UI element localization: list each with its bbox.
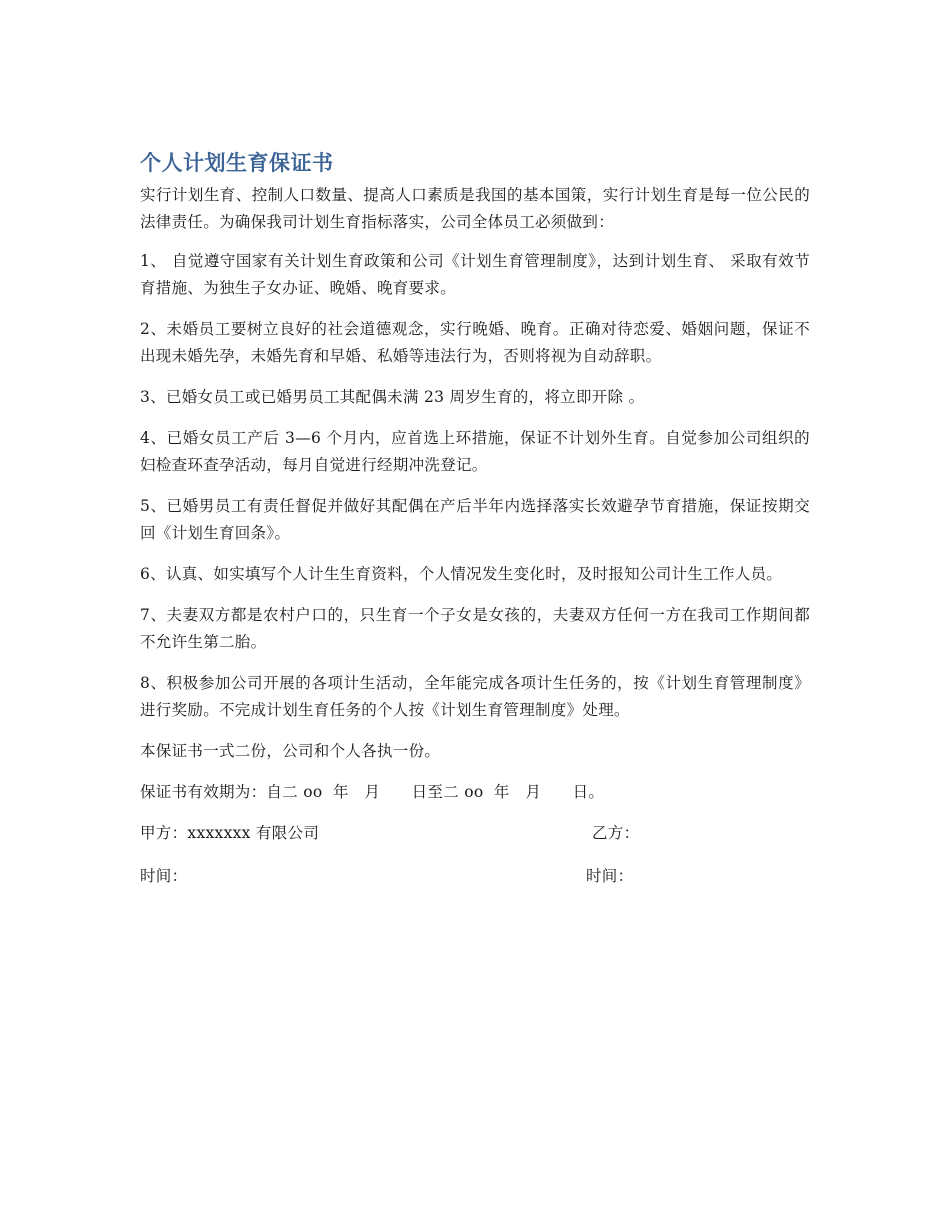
clause-2: 2、未婚员工要树立良好的社会道德观念，实行晚婚、晚育。正确对待恋爱、婚姻问题，保证不出现未婚先孕，未婚先育和早婚、私婚等违法行为，否则将视为自动辞职。 [140,320,810,365]
validity-period: 保证书有效期为：自二 oo 年 月 日至二 oo 年 月 日。 [140,783,605,801]
clause-4: 4、已婚女员工产后 3—6 个月内，应首选上环措施，保证不计划外生育。自觉参加公司组织的妇检查环查孕活动，每月自觉进行经期冲洗登记。 [140,429,810,474]
clause-3: 3、已婚女员工或已婚男员工其配偶未满 23 周岁生育的，将立即开除 。 [140,388,645,406]
time-a-label: 时间： [140,867,188,885]
clause-6: 6、认真、如实填写个人计生生育资料，个人情况发生变化时，及时报知公司计生工作人员。 [140,565,783,583]
document-page [140,146,810,906]
clause-8: 8、积极参加公司开展的各项计生活动，全年能完成各项计生任务的，按《计划生育管理制度》进行奖励。不完成计划生育任务的个人按《计划生育管理制度》处理。 [140,674,810,719]
party-b-label: 乙方： [592,824,640,842]
document-title: 个人计划生育保证书 [140,151,334,175]
time-signature-row [140,863,810,890]
clause-5: 5、已婚男员工有责任督促并做好其配偶在产后半年内选择落实长效避孕节育措施，保证按期交回《计划生育回条》。 [140,497,810,542]
clause-1: 1、 自觉遵守国家有关计划生育政策和公司《计划生育管理制度》，达到计划生育、 采取有效节育措施、为独生子女办证、晚婚、晚育要求。 [140,252,810,297]
clause-7: 7、夫妻双方都是农村户口的，只生育一个子女是女孩的，夫妻双方任何一方在我司工作期间都不允许生第二胎。 [140,606,810,651]
intro-paragraph: 实行计划生育、控制人口数量、提高人口素质是我国的基本国策，实行计划生育是每一位公民的法律责任。为确保我司计划生育指标落实，公司全体员工必须做到： [140,186,810,231]
time-b-label: 时间： [586,867,634,885]
party-a-label: 甲方：xxxxxxx 有限公司 [140,824,320,842]
party-signature-row [140,820,810,847]
copies-note: 本保证书一式二份，公司和个人各执一份。 [140,742,441,760]
